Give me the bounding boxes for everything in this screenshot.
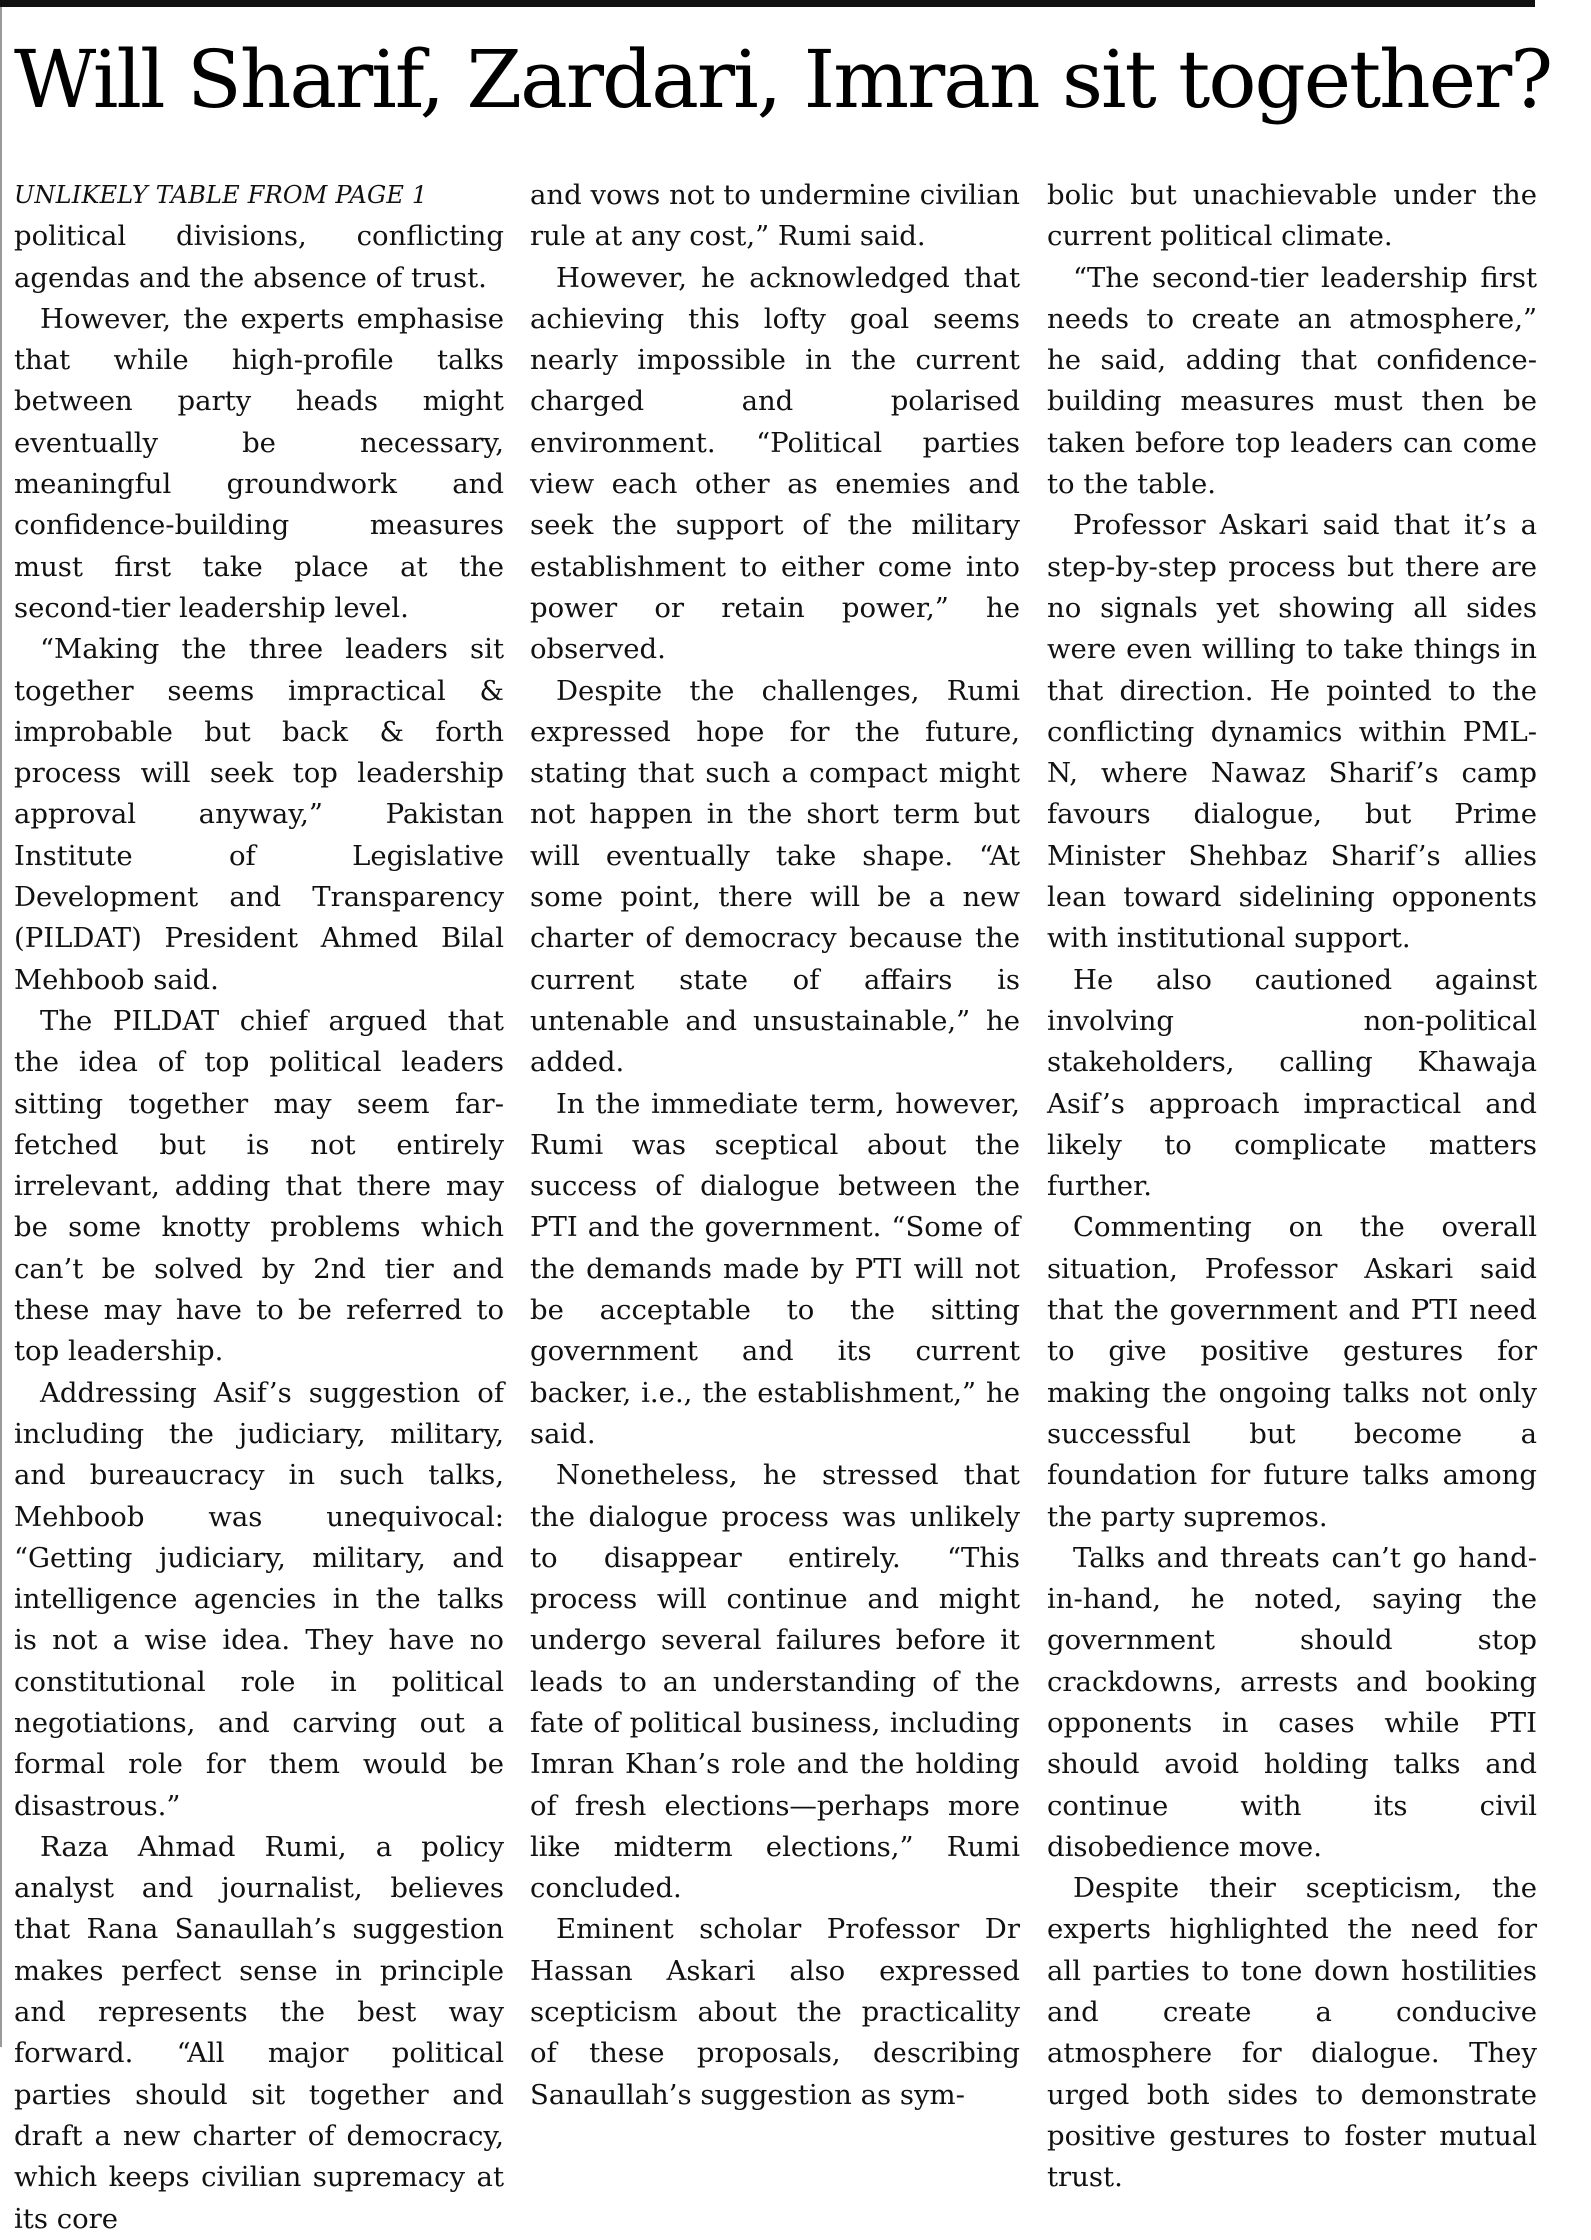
paragraph: He also cautioned against involving non-political stakeholders, calling Khawaja Asif’s approach impractical and likely to complicate matters further. [1047,963,1537,1203]
paragraph: bolic but unachievable under the current political climate. [1047,179,1537,253]
paragraph: and vows not to undermine civilian rule at any cost,” Rumi said. [530,179,1020,253]
paragraph: Eminent scholar Professor Dr Hassan Askari also expressed scepticism about the practicality of these proposals, describing Sanaullah’s suggestion as sym- [530,1913,1020,2111]
paragraph: Addressing Asif’s suggestion of including the judiciary, military, and bureaucracy in such talks, Mehboob was unequivocal: “Getting judiciary, military, and intelligence agencies in the talks is not a wise idea. They have no constitutional role in political negotiations, and carving out a formal role for them would be disastrous.” [14,1376,504,1822]
paragraph: Despite the challenges, Rumi expressed hope for the future, stating that such a compact might not happen in the short term but will eventually take shape. “At some point, there will be a new charter of democracy because the current state of affairs is untenable and unsustainable,” he added. [530,674,1020,1079]
top-rule [0,0,1535,7]
paragraph: However, the experts emphasise that while high-profile talks between party heads might eventually be necessary, meaningful groundwork and confidence-building measures must first take place at the second-tier leadership level. [14,302,504,624]
paragraph: Professor Askari said that it’s a step-by-step process but there are no signals yet showing all sides were even willing to take things in that direction. He pointed to the conflicting dynamics within PML-N, where Nawaz Sharif’s camp favours dialogue, but Prime Minister Shehbaz Sharif’s allies lean toward sidelining opponents with institutional support. [1047,509,1537,955]
paragraph: Commenting on the overall situation, Professor Askari said that the government and PTI need to give positive gestures for making the ongoing talks not only successful but become a foundation for future talks among the party supremos. [1047,1211,1537,1533]
left-rule [0,7,2,2047]
paragraph: In the immediate term, however, Rumi was sceptical about the success of dialogue between the PTI and the government. “Some of the demands made by PTI will not be acceptable to the sitting government and its current backer, i.e., the establishment,” he said. [530,1087,1020,1450]
paragraph: However, he acknowledged that achieving this lofty goal seems nearly impossible in the current charged and polarised environment. “Political parties view each other as enemies and seek the support of the military establishment to either come into power or retain power,” he observed. [530,261,1020,666]
headline: Will Sharif, Zardari, Imran sit together? [14,33,1552,126]
paragraph: The PILDAT chief argued that the idea of top political leaders sitting together may seem far-fetched but is not entirely irrelevant, adding that there may be some knotty problems which can’t be solved by 2nd tier and these may have to be referred to top leadership. [14,1004,504,1368]
article-body [14,175,1539,2235]
jump-line: UNLIKELY TABLE FROM PAGE 1 [14,181,428,209]
column-1 [14,175,504,2235]
column-2 [530,175,1020,2111]
column-3 [1047,175,1537,2194]
paragraph: Despite their scepticism, the experts highlighted the need for all parties to tone down hostilities and create a conducive atmosphere for dialogue. They urged both sides to demonstrate positive gestures to foster mutual trust. [1047,1872,1537,2194]
paragraph: “Making the three leaders sit together seems impractical & improbable but back & forth process will seek top leadership approval anyway,” Pakistan Institute of Legislative Development and Transparency (PILDAT) President Ahmed Bilal Mehboob said. [14,633,504,996]
paragraph: Nonetheless, he stressed that the dialogue process was unlikely to disappear entirely. “This process will continue and might undergo several failures before it leads to an understanding of the fate of political business, including Imran Khan’s role and the holding of fresh elections—perhaps more like midterm elections,” Rumi concluded. [530,1459,1020,1905]
paragraph: “The second-tier leadership first needs to create an atmosphere,” he said, adding that confidence-building measures must then be taken before top leaders can come to the table. [1047,261,1537,501]
paragraph: political divisions, conflicting agendas and the absence of trust. [14,220,504,294]
paragraph: Talks and threats can’t go hand-in-hand, he noted, saying the government should stop crackdowns, arrests and booking opponents in cases while PTI should avoid holding talks and continue with its civil disobedience move. [1047,1541,1537,1863]
paragraph: Raza Ahmad Rumi, a policy analyst and journalist, believes that Rana Sanaullah’s suggestion makes perfect sense in principle and represents the best way forward. “All major political parties should sit together and draft a new charter of democracy, which keeps civilian supremacy at its core [14,1830,504,2235]
